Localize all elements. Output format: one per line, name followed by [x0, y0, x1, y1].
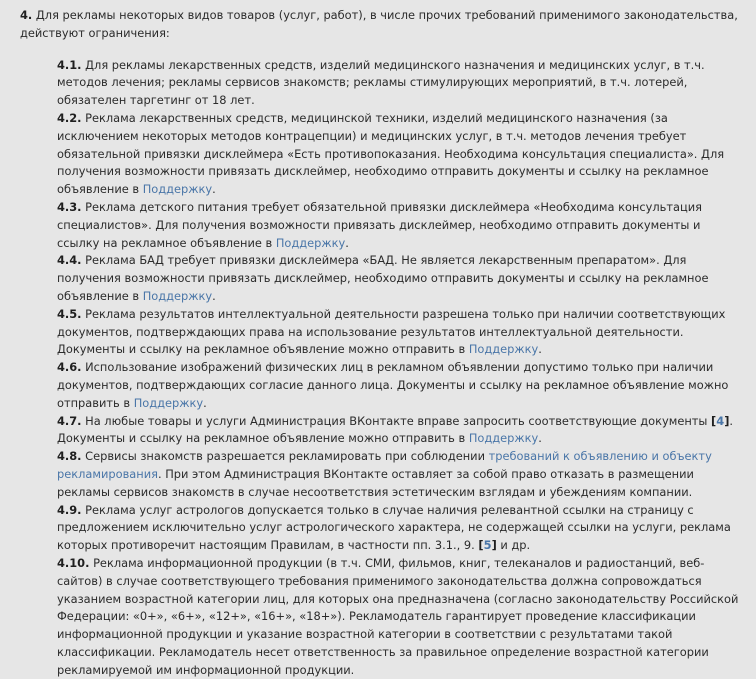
support-link[interactable]: Поддержку [142, 182, 213, 197]
item-number: 4.5. [57, 306, 82, 321]
item-text: Реклама результатов интеллектуальной деятельности разрешена только при наличии соответствующих документов, подтверждающих права на использование результатов интеллектуальной деятельности. Документы и ссылку на рекламное объявление можно отправить в [57, 306, 726, 357]
list-item-4-8 [57, 448, 740, 501]
item-text: Для рекламы лекарственных средств, изделий медицинского назначения и медицинских услуг, в т.ч. методов лечения; рекламы сервисов знакомств; рекламы стимулирующих мероприятий, в т.ч. лотерей, обязателен таргетинг от 18 лет. [57, 57, 705, 108]
list-item-4-2 [57, 110, 740, 199]
item-number: 4.3. [57, 199, 82, 214]
restrictions-list [20, 57, 740, 679]
item-tail: . [538, 342, 542, 357]
list-item-4-1 [57, 57, 740, 110]
item-tail: и др. [496, 538, 531, 553]
list-item-4-6 [57, 359, 740, 412]
item-tail: . [212, 182, 216, 197]
item-tail: . При этом Администрация ВКонтакте оставляет за собой право отказать в размещении рекламы сервисов знакомств в случае несоответствия эстетическим взглядам и убеждениям компании. [57, 466, 694, 499]
item-text: Реклама БАД требует привязки дисклеймера «БАД. Не является лекарственным препаратом». Для получения возможности привязать дисклеймер, необходимо отправить документы и ссылку на рекламное объявление в [57, 253, 709, 303]
support-link[interactable]: Поддержку [133, 395, 204, 410]
support-link[interactable]: Поддержку [275, 235, 346, 250]
list-item-4-10 [57, 555, 740, 679]
list-item-4-7 [57, 413, 740, 449]
item-number: 4.8. [57, 449, 82, 464]
item-text: Сервисы знакомств разрешается рекламировать при соблюдении [85, 449, 489, 464]
item-text-continued: . Документы и ссылку на рекламное объявление можно отправить в [57, 413, 734, 446]
item-text: Реклама лекарственных средств, медицинской техники, изделий медицинского назначения (за исключением некоторых методов контрацепции) и медицинских услуг, в т.ч. методов лечения требует обязательной привязки дисклеймера «Есть противопоказания. Необходима консультация специалиста». Для получения возможности привязать дисклеймер, необходимо отправить документы и ссылку на рекламное объявление в [57, 110, 725, 197]
section-number: 4. [20, 8, 33, 22]
item-text: Использование изображений физических лиц в рекламном объявлении допустимо только при наличии документов, подтверждающих согласие данного лица. Документы и ссылку на рекламное объявление можно отправить в [57, 360, 729, 410]
footnote-close-bracket: ] [724, 413, 730, 428]
section-intro-text: Для рекламы некоторых видов товаров (услуг, работ), в числе прочих требований применимого законодательства, действуют ограничения: [20, 8, 738, 40]
item-number: 4.2. [57, 110, 82, 125]
list-item-4-9 [57, 502, 740, 555]
item-text: Реклама услуг астрологов допускается только в случае наличия релевантной ссылки на страницу с предложением исключительно услуг астрологического характера, не содержащей ссылки на услуги, реклама которых противоречит настоящим Правилам, в частности пп. 3.1., 9. [57, 502, 731, 553]
support-link[interactable]: Поддержку [142, 288, 213, 303]
item-number: 4.1. [57, 57, 82, 72]
support-link[interactable]: Поддержку [468, 342, 539, 357]
footnote-link-5[interactable]: 5 [483, 538, 492, 553]
item-text: На любые товары и услуги Администрация ВКонтакте вправе запросить соответствующие документы [85, 413, 712, 428]
item-tail: . [212, 288, 216, 303]
list-item-4-4 [57, 252, 740, 305]
item-text: Реклама детского питания требует обязательной привязки дисклеймера «Необходима консультация специалистов». Для получения возможности привязать дисклеймер, необходимо отправить документы и ссылку на рекламное объявление в [57, 199, 702, 250]
section-intro [20, 7, 740, 43]
footnote-open-bracket: [ [711, 413, 717, 428]
support-link[interactable]: Поддержку [468, 431, 539, 446]
item-tail: . [203, 395, 207, 410]
item-number: 4.10. [57, 555, 90, 570]
item-number: 4.4. [57, 253, 82, 268]
footnote-link-4[interactable]: 4 [716, 413, 725, 428]
ad-requirements-link[interactable]: требований к объявлению и объекту рекламирования [57, 449, 712, 481]
list-item-4-5 [57, 306, 740, 359]
item-number: 4.9. [57, 502, 82, 517]
item-number: 4.6. [57, 360, 82, 375]
item-text: Реклама информационной продукции (в т.ч. СМИ, фильмов, книг, телеканалов и радиостанций, веб-сайтов) в случае соответствующего требования применимого законодательства должна сопровождаться указанием возрастной категории лиц, для которых она предназначена (согласно законодательству Российской Федерации: «0+», «6+», «12+», «16+», «18+»). Рекламодатель гарантирует проведение классификации информационной продукции и указание возрастной категории в соответствии с результатами такой классификации. Рекламодатель несет ответственность за правильное определение возрастной категории рекламируемой им информационной продукции. [57, 555, 739, 677]
footnote-ref [711, 414, 729, 428]
footnote-close-bracket: ] [491, 538, 497, 553]
footnote-open-bracket: [ [478, 538, 484, 553]
item-number: 4.7. [57, 413, 82, 428]
item-tail: . [538, 431, 542, 446]
footnote-ref [478, 538, 496, 552]
item-tail: . [345, 235, 349, 250]
list-item-4-3 [57, 199, 740, 252]
